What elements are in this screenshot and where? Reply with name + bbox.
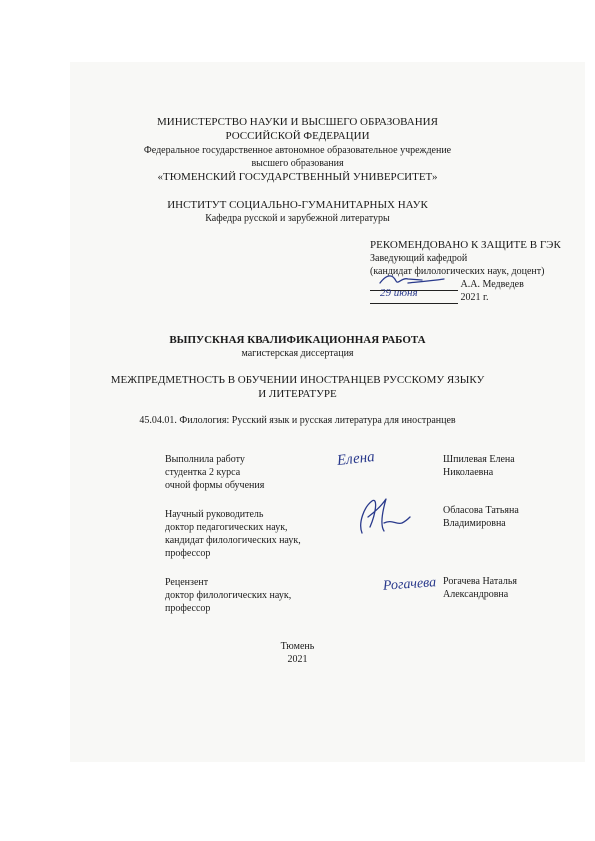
supervisor-label-4: профессор xyxy=(165,548,211,559)
supervisor-name-1: Обласова Татьяна xyxy=(443,505,519,516)
institute-name: ИНСТИТУТ СОЦИАЛЬНО-ГУМАНИТАРНЫХ НАУК xyxy=(167,199,428,211)
footer-year: 2021 xyxy=(287,654,308,665)
reviewer-name-2: Александровна xyxy=(443,589,509,600)
reviewer-name-1: Рогачева Наталья xyxy=(443,576,518,587)
author-label-3: очной формы обучения xyxy=(165,480,265,491)
ministry-line-2: РОССИЙСКОЙ ФЕДЕРАЦИИ xyxy=(225,130,370,142)
approval-role: Заведующий кафедрой xyxy=(370,253,468,264)
approval-title: РЕКОМЕНДОВАНО К ЗАЩИТЕ В ГЭК xyxy=(370,239,561,251)
reviewer-label-1: Рецензент xyxy=(165,577,209,588)
supervisor-label-1: Научный руководитель xyxy=(165,509,264,520)
reviewer-label-2: доктор филологических наук, xyxy=(165,590,292,601)
author-signature: Елена xyxy=(336,449,376,469)
work-title-line-2: И ЛИТЕРАТУРЕ xyxy=(258,388,337,400)
supervisor-label-2: доктор педагогических наук, xyxy=(165,522,288,533)
supervisor-signature xyxy=(352,493,412,539)
work-title-line-1: МЕЖПРЕДМЕТНОСТЬ В ОБУЧЕНИИ ИНОСТРАНЦЕВ РУССКОМУ ЯЗЫКУ xyxy=(110,374,485,386)
author-label-1: Выполнила работу xyxy=(165,454,245,465)
institution-line-2: высшего образования xyxy=(251,158,344,169)
reviewer-label-3: профессор xyxy=(165,603,211,614)
author-name-2: Николаевна xyxy=(443,467,494,478)
approval-degree: (кандидат филологических наук, доцент) xyxy=(370,266,545,277)
work-specialty: 45.04.01. Филология: Русский язык и русская литература для иностранцев xyxy=(139,415,456,426)
author-label-2: студентка 2 курса xyxy=(165,467,241,478)
approval-date-blank xyxy=(370,287,458,304)
supervisor-name-2: Владимировна xyxy=(443,518,506,529)
approval-name: А.А. Медведев xyxy=(460,279,524,290)
institution-line-1: Федеральное государственное автономное образовательное учреждение xyxy=(143,145,452,156)
author-name-1: Шпилевая Елена xyxy=(443,454,515,465)
supervisor-label-3: кандидат филологических наук, xyxy=(165,535,301,546)
approval-year: 2021 г. xyxy=(460,292,489,303)
approval-handwritten-date: 29 июня xyxy=(380,287,418,299)
approval-date-line xyxy=(370,287,489,304)
reviewer-signature: Рогачева xyxy=(382,575,437,594)
ministry-line-1: МИНИСТЕРСТВО НАУКИ И ВЫСШЕГО ОБРАЗОВАНИЯ xyxy=(157,116,438,128)
work-subtype: магистерская диссертация xyxy=(241,348,354,359)
department-name: Кафедра русской и зарубежной литературы xyxy=(205,213,390,224)
footer-city: Тюмень xyxy=(280,641,315,652)
university-name: «ТЮМЕНСКИЙ ГОСУДАРСТВЕННЫЙ УНИВЕРСИТЕТ» xyxy=(157,171,438,183)
work-type: ВЫПУСКНАЯ КВАЛИФИКАЦИОННАЯ РАБОТА xyxy=(169,334,426,346)
